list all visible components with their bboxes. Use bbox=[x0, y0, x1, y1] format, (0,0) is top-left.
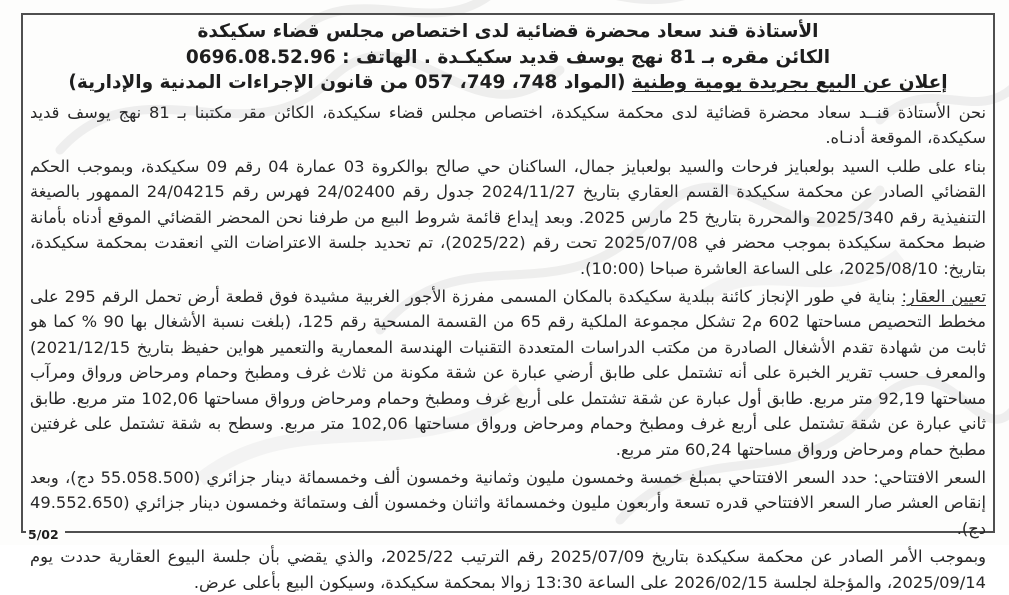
request-judgment-paragraph: بناء على طلب السيد بولعبايز فرحات والسيد بولعبايز جمال، الساكنان حي صالح بوالكروة 03 عمارة 04 رقم 09 سكيكدة، وبموجب الحكم القضائي الصادر عن محكمة سكيكدة القسم العقاري بتاريخ 2024/11/27 جدول رقم 24/02400 فهرس رقم 24/04215 الممهور بالصيغة التنفيذية رقم 2025/340 والمحررة بتاريخ 25 مارس 2025. وبعد إيداع قائمة شروط البيع من طرفنا نحن المحضر القضائي الموقع أدناه بأمانة ضبط محكمة سكيكدة بموجب محضر في 2025/07/08 تحت رقم (2025/22)، تم تحديد جلسة الاعتراضات التي انعقدت بمحكمة سكيكدة، بتاريخ: 2025/08/10، على الساعة العاشرة صباحا (10:00). bbox=[30, 156, 986, 278]
opening-price-label: السعر الافتتاحي: bbox=[873, 467, 986, 487]
notice-body bbox=[30, 100, 986, 595]
court-order-paragraph: وبموجب الأمر الصادر عن محكمة سكيكدة بتاريخ 2025/07/09 رقم الترتيب 2025/22، والذي يقضي بأن جلسة البيوع العقارية حددت يوم 2025/09/14، والمؤجلة لجلسة 2026/02/15 على الساعة 13:30 زوالا بمحكمة سكيكدة، وسيكون البيع بأعلى عرض. bbox=[30, 547, 986, 592]
opening-price-paragraph bbox=[30, 465, 986, 541]
office-address-phone-line: الكائن مقره بـ 81 نهج يوسف قديد سكيكـدة . الهاتف : 0696.08.52.96 bbox=[185, 46, 831, 68]
notice-title-articles: (المواد 748، 749، 057 من قانون الإجراءات المدنية والإدارية) bbox=[68, 72, 626, 94]
page-marker: 5/02 bbox=[26, 527, 65, 544]
property-designation-label: تعيين العقار: bbox=[901, 286, 986, 306]
property-designation-paragraph bbox=[30, 284, 986, 462]
notice-title-line bbox=[30, 71, 986, 95]
intro-paragraph: نحن الأستاذة قنــد سعاد محضرة قضائية لدى محكمة سكيكدة، اختصاص مجلس قضاء سكيكدة، الكائن مقر مكتبنا بـ 81 نهج يوسف قديد سكيكدة، الموقعة أدنـاه. bbox=[30, 103, 987, 148]
notice-title: إعلان عن البيع بجريدة يومية وطنية bbox=[631, 72, 948, 94]
notice-header bbox=[30, 20, 986, 95]
property-designation-text: بناية في طور الإنجاز كائنة ببلدية سكيكدة بالمكان المسمى مفرزة الأجور الغربية مشيدة فوق قطعة أرض تحمل الرقم 295 على مخطط التحصيص مساحتها 602 م2 تشكل مجموعة الملكية رقم 65 من القسمة المسحية رقم 125، (بلغت نسبة الأشغال بها 90 % كما هو ثابت من شهادة تقدم الأشغال الصادرة من مكتب الدراسات المتعددة التقنيات الهندسة المعمارية والتعمير هواين حفيظ بتاريخ 2021/12/15) والمعرف حسب تقرير الخبرة على أنه تشتمل على طابق أرضي عبارة عن شقة مكونة من ثلاث غرف ومطبخ وحمام ومرحاض ورواق ومرآب مساحتها 92,19 متر مربع. طابق أول عبارة عن شقة تشتمل على أربع غرف ومطبخ وحمام ومرحاض ورواق مساحتها 102,06 متر مربع. طابق ثاني عبارة عن شقة تشتمل على أربع غرف ومطبخ وحمام ومرحاض ورواق مساحتها 102,06 متر مربع. وسطح به شقة تشتمل على غرفتين مطبخ حمام ومرحاض ورواق مساحتها 60,24 متر مربع. bbox=[30, 286, 987, 459]
bailiff-name-line: الأستاذة قند سعاد محضرة قضائية لدى اختصاص مجلس قضاء سكيكدة bbox=[197, 21, 819, 42]
opening-price-text: حدد السعر الافتتاحي بمبلغ خمسة وخمسون مليون وثمانية وخمسون ألف وخمسمائة دينار جزائري (55.058.500 دج)، وبعد إنقاص العشر صار السعر الافتتاحي قدره تسعة وأربعون مليون وخمسمائة واثنان وخمسون ألف وستمائة وخمسون دينار جزائري (49.552.650 دج). bbox=[30, 467, 986, 538]
